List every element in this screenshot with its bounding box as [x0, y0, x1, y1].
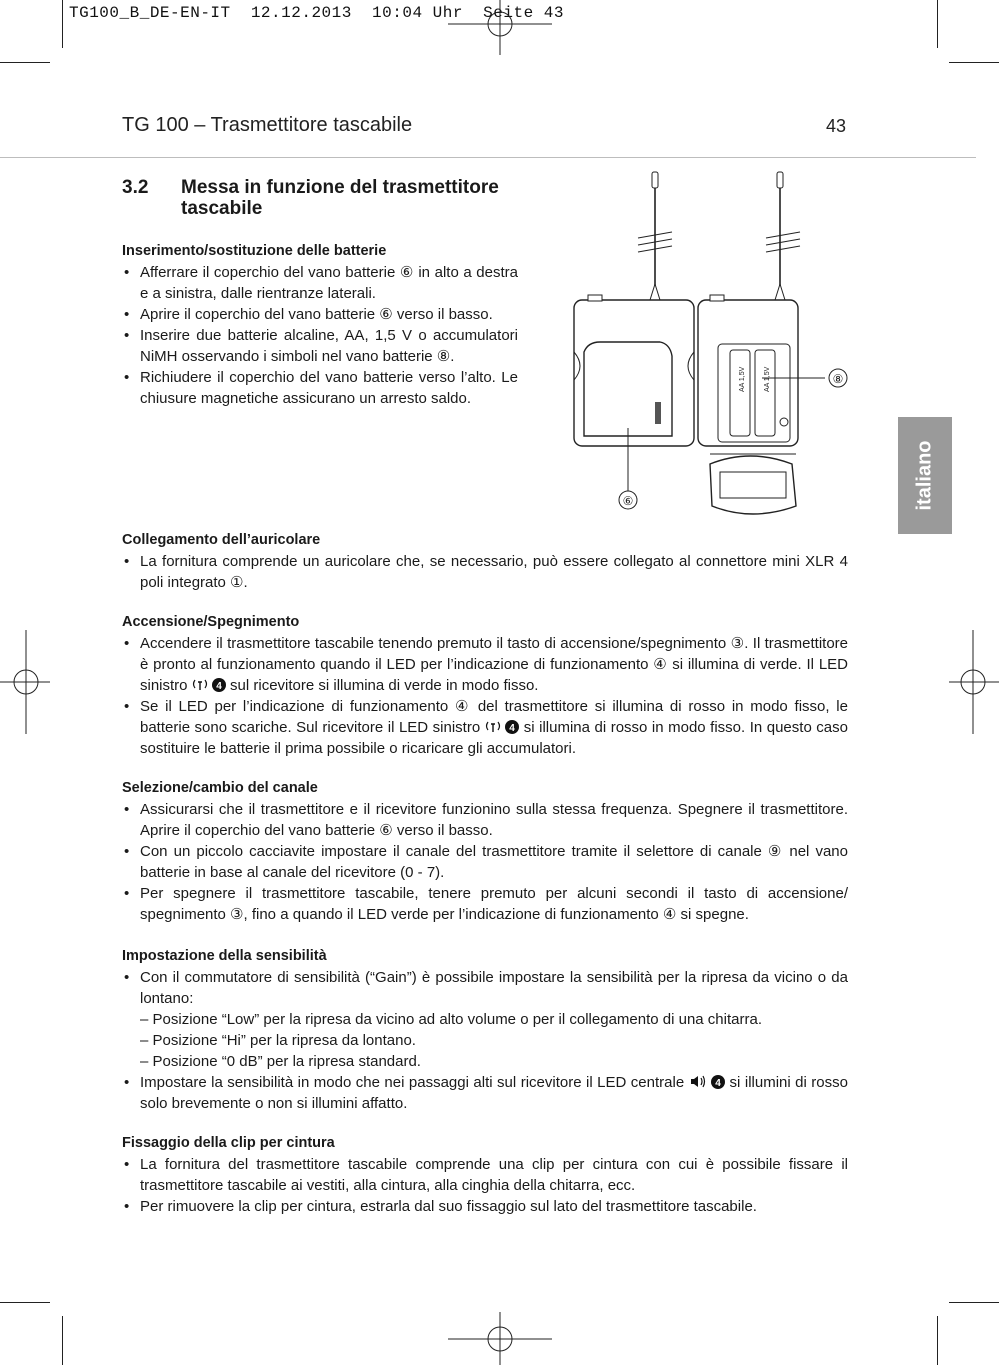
channel-section [122, 778, 848, 925]
led-badge-icon [505, 720, 519, 734]
crop-mark [62, 0, 63, 48]
header-rule [0, 157, 976, 158]
list-item: • Se il LED per l’indicazione di funzionamento ④ del trasmettitore si illumina di rosso in modo fisso, le batterie sono scariche. Sul ricevitore il LED sinistro 4 si illumina di rosso in modo fisso. In questo caso sostituire le batterie il prima possibile o ricaricare gli accumulatori. [122, 696, 848, 759]
led-badge-number: 4 [715, 1078, 721, 1089]
registration-mark-icon [0, 630, 50, 734]
crop-mark [937, 1316, 938, 1365]
batteries-heading: Inserimento/sostituzione delle batterie [122, 243, 387, 259]
earphone-section [122, 530, 848, 593]
channel-list [122, 799, 848, 925]
led-badge-icon [711, 1075, 725, 1089]
list-item: • Accendere il trasmettitore tascabile tenendo premuto il tasto di accensione/spegnimento ③. Il trasmettitore è pronto al funzionamento quando il LED per l’indicazione di funzionamento ④ si illumina di verde. Il LED sinistro 4 sul ricevitore si illumina di verde in modo fisso. [122, 633, 848, 696]
registration-mark-icon [448, 0, 552, 55]
clip-heading: Fissaggio della clip per cintura [122, 1135, 335, 1151]
crop-mark [0, 1302, 50, 1303]
power-list [122, 633, 848, 759]
list-item: • Per rimuovere la clip per cintura, estrarla dal suo fissaggio sul lato del trasmettitore tascabile. [122, 1196, 848, 1217]
clip-section [122, 1133, 848, 1217]
language-side-tab [898, 417, 952, 534]
power-heading: Accensione/Spegnimento [122, 614, 300, 630]
list-item: • Per spegnere il trasmettitore tascabile, tenere premuto per alcuni secondi il tasto di accensione/ spegnimento ③, fino a quando il LED verde per l’indicazione di funzionamento ④ si spegne. [122, 883, 848, 925]
crop-mark [62, 1316, 63, 1365]
sensitivity-section [122, 946, 848, 1114]
led-badge-number: 4 [509, 723, 516, 734]
antenna-led-icon [192, 678, 208, 691]
registration-mark-icon [949, 630, 999, 734]
antenna-led-icon [485, 720, 501, 733]
earphone-heading: Collegamento dell’auricolare [122, 532, 321, 548]
section-title-text: Messa in funzione del trasmettitore tascabile [181, 177, 499, 219]
list-subitem: – Posizione “0 dB” per la ripresa standard. [140, 1053, 421, 1070]
battery-label: AA 1,5V [764, 366, 771, 392]
list-item: • Con il commutatore di sensibilità (“Gain”) è possibile impostare la sensibilità per la ripresa da vicino o da lontano: [122, 967, 848, 1009]
sensitivity-heading: Impostazione della sensibilità [122, 948, 327, 964]
crop-mark [0, 62, 50, 63]
list-item: • Richiudere il coperchio del vano batterie verso l’alto. Le chiusure magnetiche assicurano un arresto saldo. [122, 367, 518, 409]
list-subitem: – Posizione “Low” per la ripresa da vicino ad alto volume o per il collegamento di una chitarra. [140, 1011, 762, 1028]
list-item: • Aprire il coperchio del vano batterie ⑥ verso il basso. [122, 304, 518, 325]
side-tab-label: italiano [913, 440, 936, 511]
running-head: TG 100 – Trasmettitore tascabile [122, 114, 413, 136]
callout-8: ⑧ [832, 372, 844, 386]
list-item: • Assicurarsi che il trasmettitore e il ricevitore funzionino sulla stessa frequenza. Spegnere il trasmettitore. Aprire il coperchio del vano batterie ⑥ verso il basso. [122, 799, 848, 841]
list-item: • Con un piccolo cacciavite impostare il canale del trasmettitore tramite il selettore di canale ⑨ nel vano batterie in base al canale del ricevitore (0 - 7). [122, 841, 848, 883]
transmitter-illustration [560, 166, 860, 526]
crop-mark [949, 62, 999, 63]
list-item: • Impostare la sensibilità in modo che nei passaggi alti sul ricevitore il LED centrale 4 si illumini di rosso solo brevemente o non si illumini affatto. [122, 1072, 848, 1114]
batteries-section [122, 241, 518, 409]
channel-heading: Selezione/cambio del canale [122, 780, 318, 796]
list-item: • Afferrare il coperchio del vano batterie ⑥ in alto a destra e a sinistra, dalle rientranze laterali. [122, 262, 518, 304]
registration-mark-icon [448, 1312, 552, 1365]
batteries-list [122, 262, 518, 409]
list-item: • La fornitura del trasmettitore tascabile comprende una clip per cintura con cui è possibile fissare il trasmettitore tascabile ai vestiti, alla cintura, alla cinghia della chitarra, ecc. [122, 1154, 848, 1196]
print-slug: TG100_B_DE-EN-IT 12.12.2013 10:04 Uhr Seite 43 [69, 4, 564, 22]
battery-label: AA 1,5V [739, 366, 746, 392]
earphone-list [122, 551, 848, 593]
led-badge-number: 4 [216, 681, 222, 692]
list-item: • Inserire due batterie alcaline, AA, 1,5 V o accumulatori NiMH osservando i simboli nel vano batterie ⑧. [122, 325, 518, 367]
speaker-led-icon [689, 1075, 707, 1088]
crop-mark [937, 0, 938, 48]
led-badge-icon [212, 678, 226, 692]
section-number: 3.2 [122, 177, 149, 198]
sensitivity-list [122, 967, 848, 1114]
list-item: • La fornitura comprende un auricolare che, se necessario, può essere collegato al connettore mini XLR 4 poli integrato ①. [122, 551, 848, 593]
list-subitem: – Posizione “Hi” per la ripresa da lontano. [140, 1032, 416, 1049]
callout-6: ⑥ [622, 494, 634, 508]
clip-list [122, 1154, 848, 1217]
page-number: 43 [826, 116, 847, 136]
power-section [122, 612, 848, 759]
crop-mark [949, 1302, 999, 1303]
